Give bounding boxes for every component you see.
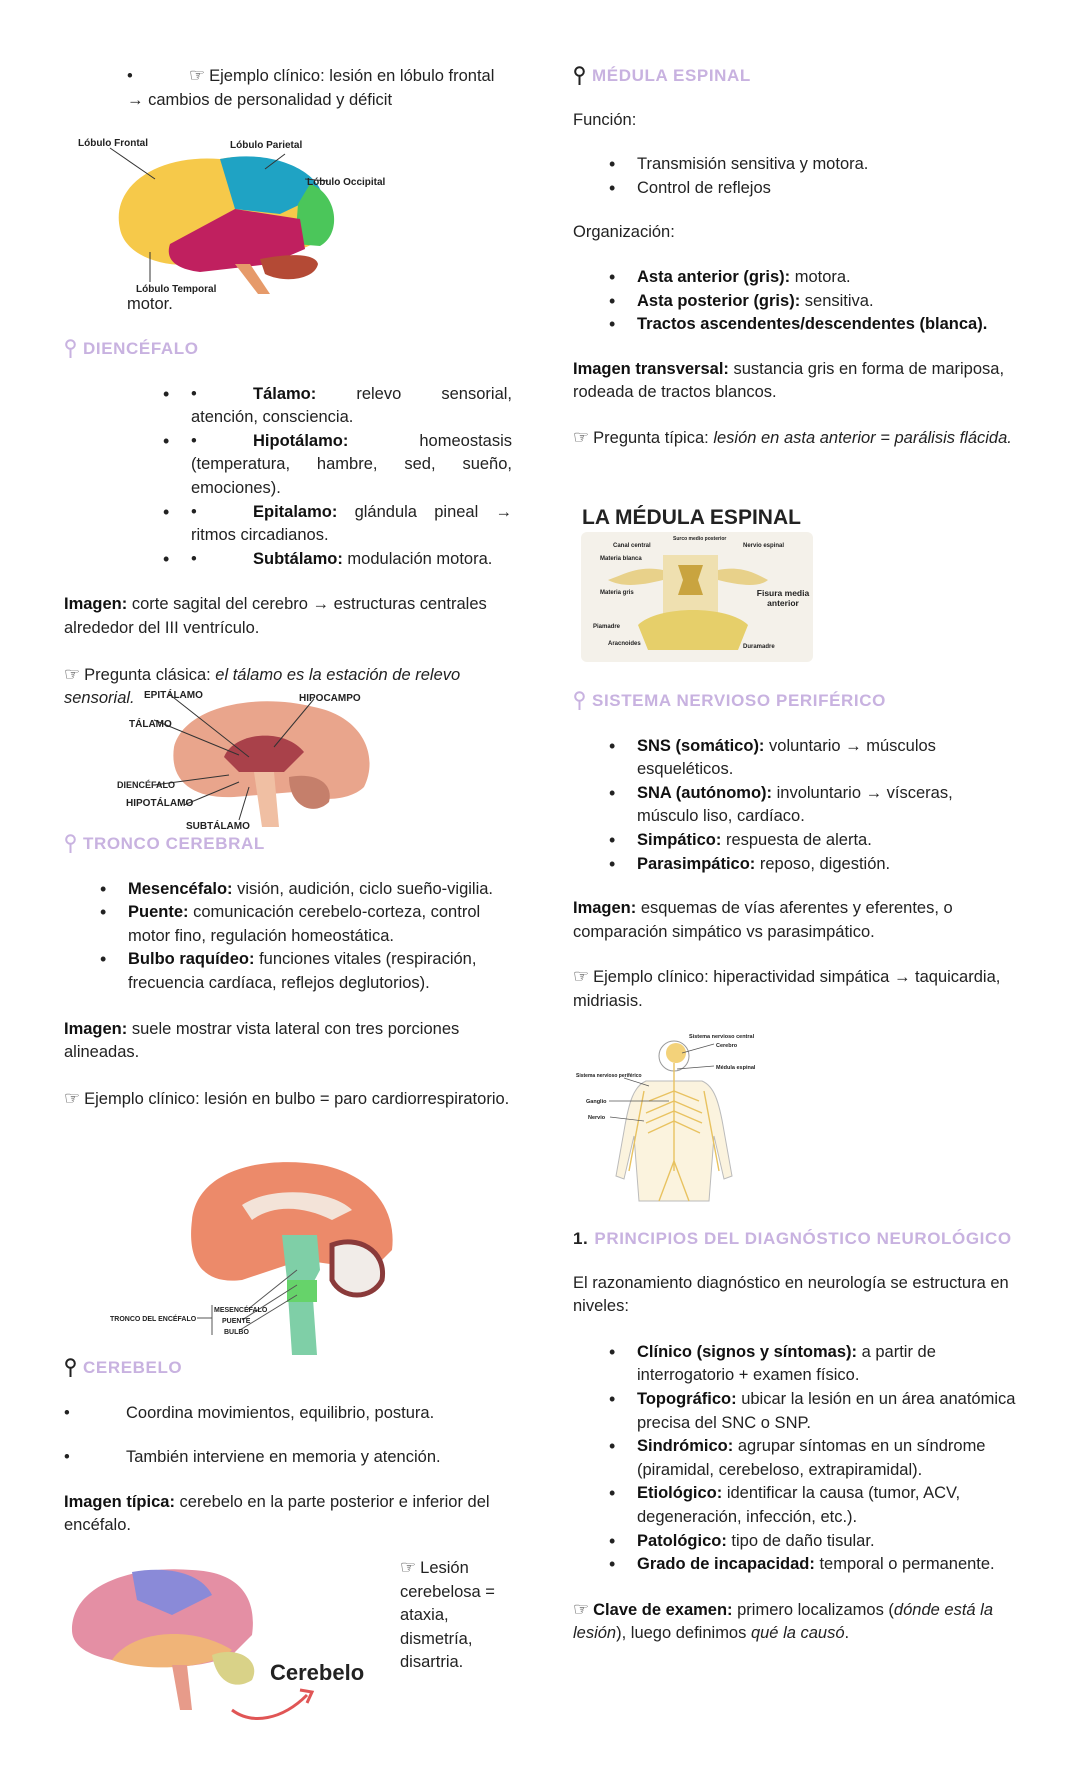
section-heading (64, 337, 512, 361)
figure-title: LA MÉDULA ESPINAL (582, 506, 801, 529)
list-item: • Mesencéfalo: visión, audición, ciclo sueño-vigilia. (64, 878, 512, 902)
list-item: • Asta anterior (gris): motora. (573, 266, 1018, 290)
list-item: • Control de reflejos (573, 177, 1018, 201)
list-item: • Bulbo raquídeo: funciones vitales (respiración, frecuencia cardíaca, reflejos deglutorios). (64, 948, 512, 995)
section-heading (64, 832, 512, 856)
section-medula-espinal (573, 64, 1018, 451)
hand-pointing-right-icon: ☞ (400, 1557, 417, 1578)
label-hipotalamo: HIPOTÁLAMO (126, 798, 194, 809)
list-item: • Patológico: tipo de daño tisular. (573, 1530, 1018, 1554)
label-medula: Médula espinal (716, 1065, 756, 1071)
label-blanca: Materia blanca (600, 556, 642, 562)
label-duramadre: Duramadre (743, 644, 775, 650)
section-heading (573, 1227, 1018, 1251)
section-heading (64, 1356, 512, 1380)
list-item: • Parasimpático: reposo, digestión. (573, 853, 1018, 877)
label-nervio: Nervio espinal (743, 543, 785, 549)
list-item: • Clínico (signos y síntomas): a partir de interrogatorio + examen físico. (573, 1341, 1018, 1388)
list-item: • • Tálamo: relevo sensorial, atención, consciencia. (127, 383, 512, 430)
image-description: Imagen transversal: sustancia gris en forma de mariposa, rodeada de tractos blancos. (573, 359, 1005, 402)
heading-text: SISTEMA NERVIOSO PERIFÉRICO (592, 691, 886, 710)
medula-espinal-figure (578, 500, 818, 672)
heading-text: DIENCÉFALO (83, 339, 199, 358)
tronco-figure (102, 1150, 394, 1355)
intro-text: El razonamiento diagnóstico en neurología se estructura en niveles: (573, 1273, 1009, 1316)
example-text: Ejemplo clínico: lesión en lóbulo frontal → cambios de personalidad y déficit (127, 67, 495, 109)
list-item: • Grado de incapacidad: temporal o permanente. (573, 1553, 1018, 1577)
brain-lobes-figure (70, 134, 390, 296)
hand-pointing-right-icon: ☞ (64, 663, 81, 685)
label-parietal: Lóbulo Parietal (230, 140, 303, 151)
section-diencefalo (64, 337, 512, 711)
pushpin-icon (64, 1358, 77, 1378)
exam-key-note: ☞ Clave de examen: primero localizamos (dónde está la lesión), luego definimos qué la causó. (573, 1598, 994, 1643)
label-nervio: Nervio (588, 1115, 606, 1121)
snp-body-figure (574, 1031, 774, 1206)
image-description: Imagen: suele mostrar vista lateral con tres porciones alineadas. (64, 1019, 460, 1062)
list-item: • Topográfico: ubicar la lesión en un área anatómica precisa del SNC o SNP. (573, 1388, 1018, 1435)
label-epitalamo: EPITÁLAMO (144, 690, 203, 701)
diencefalo-list (127, 383, 512, 572)
list-item: • Puente: comunicación cerebelo-corteza, control motor fino, regulación homeostática. (64, 901, 512, 948)
principios-list (573, 1341, 1018, 1577)
label-surco: Surco medio posterior (673, 536, 727, 542)
cerebellum (260, 255, 318, 279)
label-cerebro: Cerebro (716, 1043, 738, 1049)
tronco-list (64, 878, 512, 996)
function-label: Función: (573, 110, 637, 129)
pushpin-icon (573, 691, 586, 711)
hand-pointing-right-icon: ☞ (573, 966, 590, 988)
label-subtalamo: SUBTÁLAMO (186, 821, 250, 832)
label-snc: Sistema nervioso central (689, 1034, 755, 1040)
hand-pointing-right-icon: ☞ (573, 1598, 590, 1620)
label-talamo: TÁLAMO (129, 719, 172, 730)
label-fisura: Fisura media anterior (756, 588, 810, 608)
section-snp (573, 689, 1018, 1014)
label-piamadre: Piamadre (593, 624, 621, 630)
label-puente: PUENTE (222, 1318, 251, 1325)
image-description: Imagen típica: cerebelo en la parte posterior e inferior del encéfalo. (64, 1492, 490, 1535)
snp-list (573, 735, 1018, 877)
label-mesencefalo: MESENCÉFALO (214, 1307, 268, 1314)
hand-pointing-right-icon: ☞ (64, 1087, 81, 1109)
typical-question: ☞ Pregunta típica: lesión en asta anterior = parálisis flácida. (573, 426, 1012, 448)
label-hipocampo: HIPOCAMPO (299, 693, 361, 704)
clinical-example: ☞ Ejemplo clínico: lesión en bulbo = paro cardiorrespiratorio. (64, 1087, 510, 1109)
cerebelo-figure (62, 1560, 382, 1722)
label-tronco: TRONCO DEL ENCÉFALO (110, 1316, 197, 1323)
label-occipital: Lóbulo Occipital (307, 177, 386, 188)
section-principios (573, 1227, 1018, 1646)
list-item: • • Epitalamo: glándula pineal → ritmos circadianos. (127, 501, 512, 548)
pushpin-icon (573, 66, 586, 86)
list-item: • • Subtálamo: modulación motora. (127, 548, 512, 572)
list-item: • Simpático: respuesta de alerta. (573, 829, 1018, 853)
list-item: • • Hipotálamo: homeostasis (temperatura, hambre, sed, sueño, emociones). (127, 430, 512, 501)
label-snp: Sistema nervioso periférico (576, 1073, 642, 1079)
list-item: • También interviene en memoria y atención. (64, 1448, 441, 1467)
label-canal: Canal central (613, 543, 651, 549)
label-frontal: Lóbulo Frontal (78, 138, 148, 149)
heading-text: TRONCO CEREBRAL (83, 834, 265, 853)
hand-pointing-right-icon: ☞ (573, 426, 590, 448)
organization-list (573, 266, 1018, 337)
classic-question: ☞ Pregunta clásica: el tálamo es la estación de relevo sensorial. (64, 663, 461, 708)
list-item: • Coordina movimientos, equilibrio, postura. (64, 1403, 435, 1422)
section-cerebelo (64, 1356, 512, 1538)
list-item: • Etiológico: identificar la causa (tumor, ACV, degeneración, infección, etc.). (573, 1482, 1018, 1529)
image-description: Imagen: esquemas de vías aferentes y eferentes, o comparación simpático vs parasimpático. (573, 899, 953, 941)
function-list (573, 153, 1018, 200)
example-text-suffix: motor. (127, 295, 173, 313)
label-aracnoides: Aracnoides (608, 641, 641, 647)
section-heading (573, 689, 1018, 713)
cerebelo-lesion-note: ☞ Lesión cerebelosa = ataxia, dismetría, disartria. (400, 1557, 495, 1672)
label-temporal: Lóbulo Temporal (136, 284, 217, 295)
section-tronco-cerebral (64, 832, 512, 1111)
label-cerebelo: Cerebelo (270, 1660, 365, 1685)
organization-label: Organización: (573, 223, 675, 242)
clinical-example: ☞ Ejemplo clínico: hiperactividad simpática → taquicardia, midriasis. (573, 966, 1001, 1010)
image-description: Imagen: corte sagital del cerebro → estructuras centrales alrededor del III ventrículo. (64, 595, 487, 637)
hand-pointing-right-icon: ☞ (189, 65, 206, 86)
heading-text: CEREBELO (83, 1358, 183, 1377)
list-item: • Asta posterior (gris): sensitiva. (573, 290, 1018, 314)
section-number: 1. (573, 1229, 589, 1248)
label-diencefalo: DIENCÉFALO (117, 780, 176, 790)
list-item: • Sindrómico: agrupar síntomas en un síndrome (piramidal, cerebeloso, extrapiramidal). (573, 1435, 1018, 1482)
list-item: • Transmisión sensitiva y motora. (573, 153, 1018, 177)
section-heading (573, 64, 1018, 88)
lobulo-clinical-example: • ☞ Ejemplo clínico: lesión en lóbulo frontal → cambios de personalidad y déficit (127, 65, 495, 109)
label-gris: Materia gris (600, 590, 634, 596)
pushpin-icon (64, 834, 77, 854)
label-ganglio: Ganglio (586, 1099, 607, 1105)
heading-text: PRINCIPIOS DEL DIAGNÓSTICO NEUROLÓGICO (594, 1229, 1012, 1248)
list-item: • SNA (autónomo): involuntario → vísceras, músculo liso, cardíaco. (573, 782, 1018, 829)
list-item: • Tractos ascendentes/descendentes (blanca). (573, 313, 1018, 337)
label-bulbo: BULBO (224, 1329, 249, 1336)
list-item: • SNS (somático): voluntario → músculos esqueléticos. (573, 735, 1018, 782)
heading-text: MÉDULA ESPINAL (592, 66, 751, 85)
pushpin-icon (64, 339, 77, 359)
diencefalo-sagittal-figure (114, 687, 379, 832)
